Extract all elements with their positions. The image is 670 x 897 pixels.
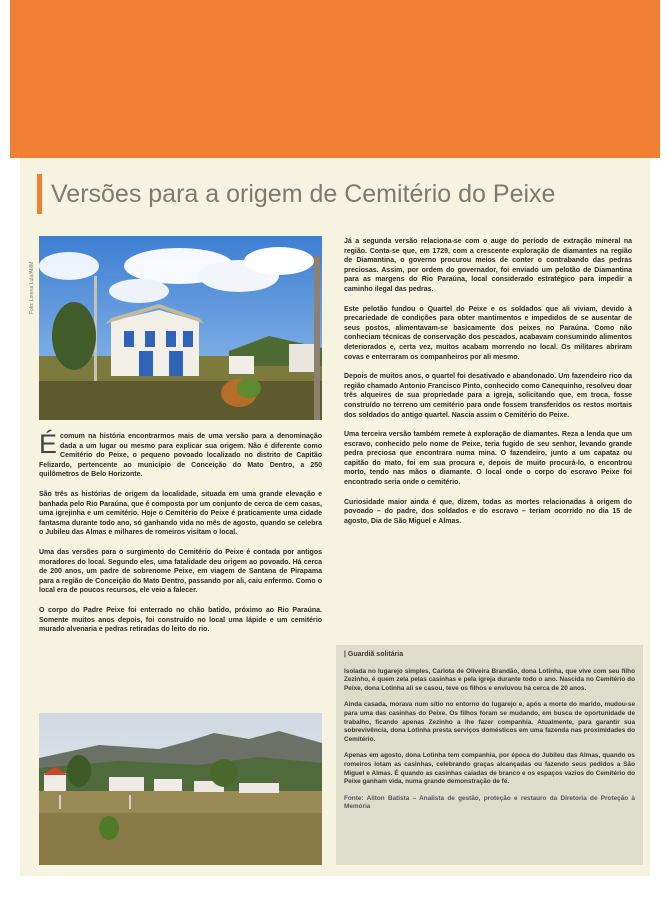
body-paragraph: São três as histórias de origem da localidade, situada em uma grande elevação e banhada pelo Rio Paraúna, que é composta por um conjunto de cerca de cem casas, uma igrejinha e um cemitério. Hoje o Cemitério do Peixe é praticamente uma cidade fantasma durante todo ano, só ganhando vida no mês de agosto, quando se celebra o Jubileu das Almas e milhares de romeiros visitam o local.	[39, 490, 322, 537]
body-paragraph: O corpo do Padre Peixe foi enterrado no chão batido, próximo ao Rio Paraúna. Somente muitos anos depois, foi construído no local uma lápide e um cemitério murado alvenaria e pedras retiradas do leito do rio.	[39, 606, 322, 634]
title-accent-bar	[37, 174, 42, 214]
body-paragraph: Este pelotão fundou o Quartel do Peixe e os soldados que ali viviam, devido à precariedade de condições para obter mantimentos e impedidos de se ausentar de seus postos, alimentavam-se basicamente dos peixes no Paraúna. Como não conheciam técnicas de conservação dos pescados, acabavam consumindo alimentos deteriorados e, certa vez, muitos acabam morrendo no local. Os militares abriram covas e enterraram os companheiros por ali mesmo.	[344, 305, 632, 361]
body-paragraph: Depois de muitos anos, o quartel foi desativado e abandonado. Um fazendeiro rico da região chamado Antonio Francisco Pinto, conhecido como Canequinho, resolveu doar três alqueires de sua propriedade para a igreja, solicitando que, em troca, fosse construído no terreno um cemitério para onde fossem transferidos os restos mortais dos soldados do antigo quartel. Nascia assim o Cemitério do Peixe.	[344, 373, 632, 419]
dropcap: É	[39, 429, 58, 459]
page-title: Versões para a origem de Cemitério do Peixe	[51, 180, 556, 208]
sidebar-paragraph: Ainda casada, morava num sítio no entorno do lugarejo e, após a morte do marido, mudou-se para uma das casinhas do Peixe. Os filhos foram se mudando, em busca de oportunidade de trabalho, ficando apenas Zezinho a lhe fazer companhia. Atualmente, para garantir sua sobrevivência, dona Lotinha presta serviços domésticos em uma fazenda nas proximidades do Cemitério.	[344, 701, 635, 743]
sidebar-source: Fonte: Ailton Batista – Analista de gestão, proteção e restauro da Diretoria de Proteção à Memória	[344, 794, 635, 811]
church-house-photo	[39, 236, 322, 420]
sidebar-box	[336, 645, 643, 865]
body-paragraph: Já a segunda versão relaciona-se com o auge do período de extração mineral na região. Conta-se que, em 1729, com a crescente exploração de diamantes na região de Diamantina, o governo procurou meios de conter o contrabando das pedras preciosas. Assim, por ordem do governador, foi enviado um pelotão de Diamantina para as margens do Rio Paraúna, local considerado estratégico para impedir a caminho ilegal das pedras.	[344, 238, 632, 293]
village-landscape-photo	[39, 713, 322, 865]
sidebar-paragraph: Isolada no lugarejo simples, Carlota de Oliveira Brandão, dona Lotinha, que vive com seu filho Zezinho, é quem zela pelas casinhas e pela igreja durante todo o ano. Nascida no Cemitério do Peixe, dona Lotinha ali se casou, teve os filhos e enviuvou há cerca de 20 anos.	[344, 667, 635, 692]
body-paragraph: Uma terceira versão também remete à exploração de diamantes. Reza a lenda que um escravo, conhecido pelo nome de Peixe, teria fugido de seu senhor, levando grande pedra preciosa que encontrara numa mina. O fazendeiro, junto a um capataz ou capitão do mato, foi em sua procura e, depois de muito procurá-lo, o encontrou morto, tendo nas mãos o diamante. O local onde o corpo do escravo Peixe foi encontrado seria onde o cemitério.	[344, 431, 632, 487]
photo-credit: Foto: Lorena Lula/AMM	[29, 261, 35, 314]
header-band	[10, 0, 660, 158]
left-column-text	[39, 429, 322, 645]
intro-paragraph: Écomum na história encontrarmos mais de uma versão para a denominação dada a um lugar ou mesmo para explicar sua origem. Não é diferente como Cemitério do Peixe, o pequeno povoado localizado no distrito de Capitão Felizardo, pertencente ao município de Conceição do Mato Dentro, a 250 quilômetros de Belo Horizonte.	[39, 429, 322, 479]
body-paragraph: Uma das versões para o surgimento do Cemitério do Peixe é contada por antigos moradores do local. Segundo eles, uma fatalidade deu origem ao povoado. Há cerca de 200 anos, um padre de sobrenome Peixe, em viagem de Santana de Pirapama para a região de Conceição do Mato Dentro, passando por ali, caiu enfermo. Como o local era de poucos recursos, ele veio a falecer.	[39, 548, 322, 595]
right-column-text	[344, 237, 632, 536]
body-paragraph: Curiosidade maior ainda é que, dizem, todas as mortes relacionadas à origem do povoado – do padre, dos soldados e do escravo – teriam ocorrido no dia 15 de agosto, Dia de São Miguel e Almas.	[344, 498, 632, 525]
sidebar-title: | Guardiã solitária	[344, 651, 404, 658]
sidebar-paragraph: Apenas em agosto, dona Lotinha tem companhia, por época do Jubileu das Almas, quando os romeiros lotam as casinhas, celebrando graças alcançadas ou fazendo seus pedidos a São Miguel e Almas. É quando as casinhas caiadas de branco e os espaços vazios do Cemitério do Peixe ganham vida, numa grande demonstração de fé.	[344, 752, 635, 786]
